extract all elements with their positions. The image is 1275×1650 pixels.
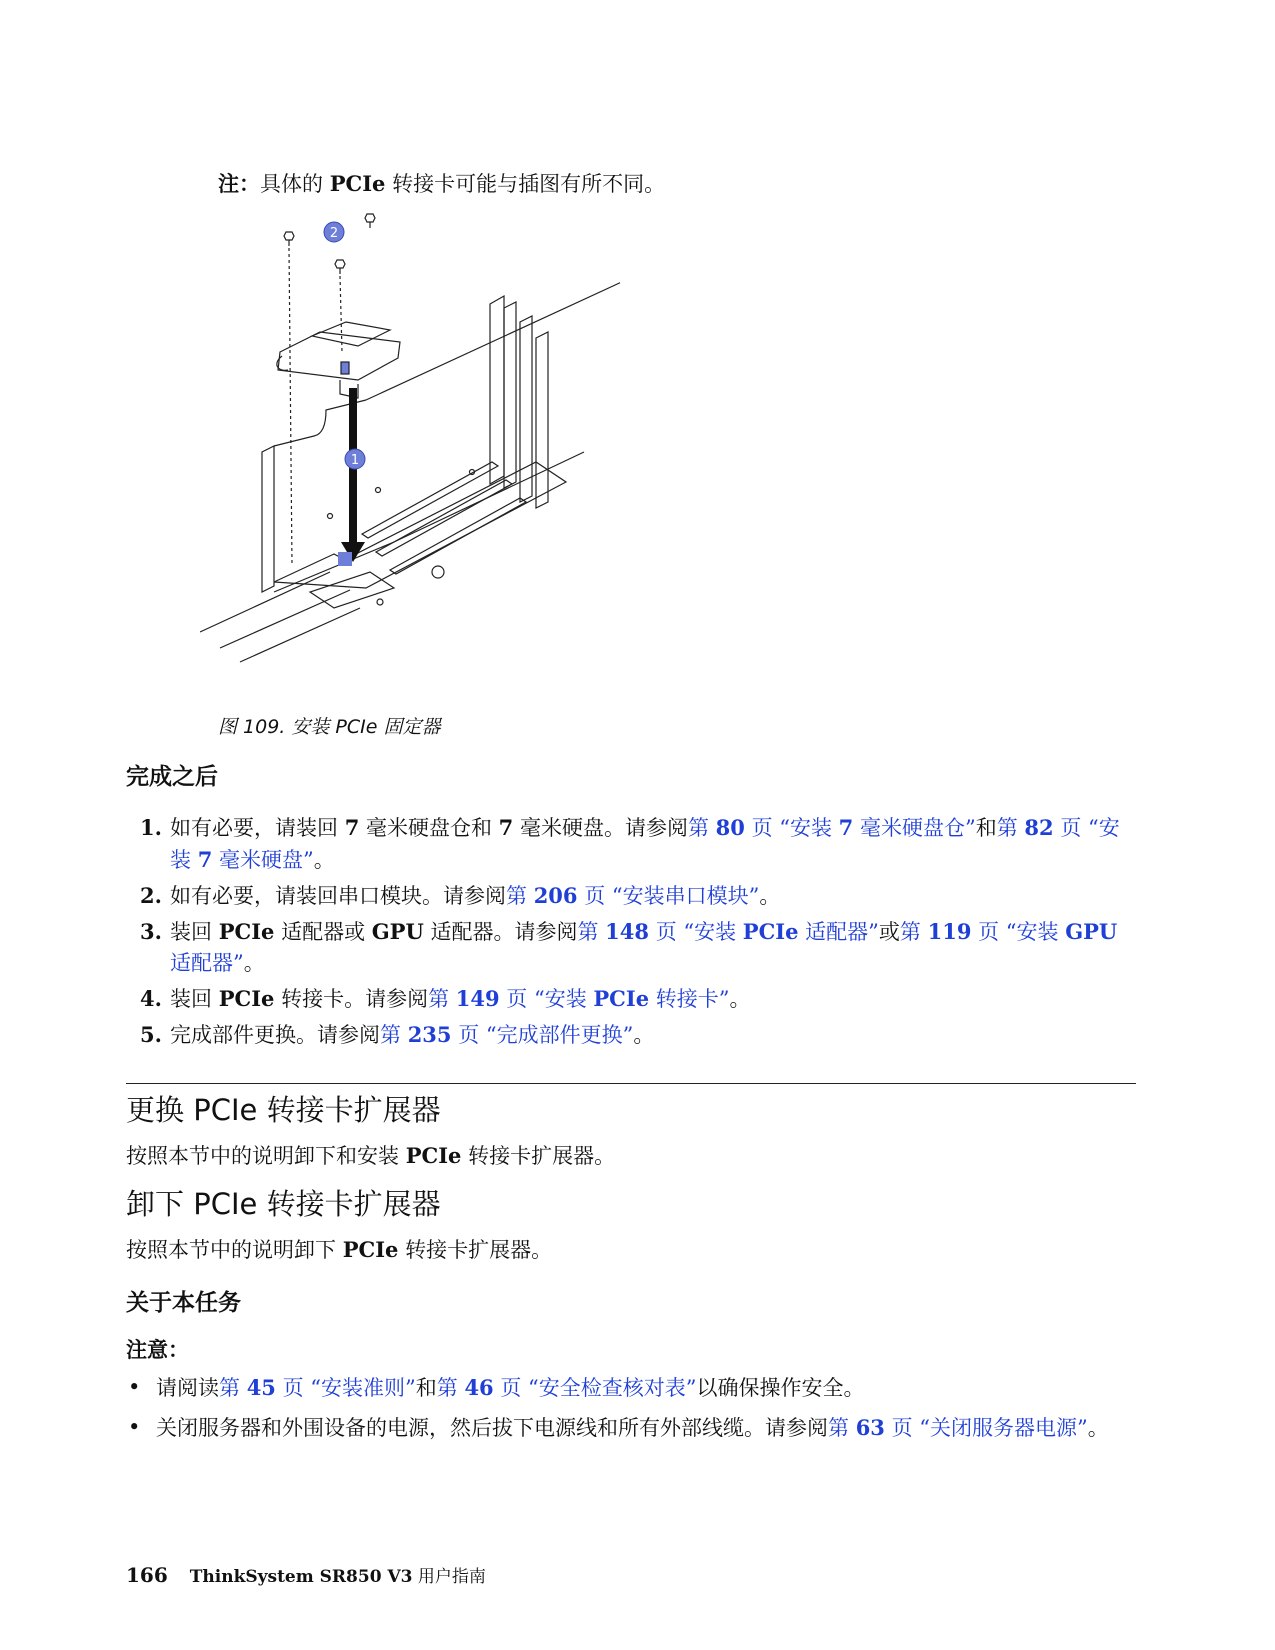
step-item [126, 812, 1136, 876]
cross-reference-link[interactable]: 转接卡” [649, 987, 730, 1011]
cross-reference-link[interactable]: 页 “安装准则” [275, 1376, 416, 1400]
figure-note [218, 168, 665, 198]
step-number: 2. [140, 883, 162, 908]
after-steps-list [126, 812, 1136, 1055]
bullet-icon: • [128, 1415, 141, 1439]
remove-intro-bold: PCIe [342, 1237, 399, 1262]
replace-intro-pre: 按照本节中的说明卸下和安装 [126, 1144, 406, 1168]
cross-reference-link[interactable]: 第 [687, 816, 716, 840]
screw-icon [335, 260, 345, 274]
cross-reference-link[interactable]: 46 [464, 1375, 494, 1400]
step-number: 4. [140, 986, 162, 1011]
step-number: 3. [140, 919, 162, 944]
section-divider [126, 1083, 1136, 1084]
cross-reference-link[interactable]: 第 [996, 816, 1025, 840]
replace-intro [126, 1140, 615, 1170]
remove-intro [126, 1234, 552, 1264]
cross-reference-link[interactable]: 适配器” [170, 951, 244, 975]
replace-intro-bold: PCIe [405, 1143, 462, 1168]
cross-reference-link[interactable]: 第 [577, 920, 606, 944]
step-number: 5. [140, 1022, 162, 1047]
cross-reference-link[interactable]: 82 [1024, 815, 1054, 840]
cross-reference-link[interactable]: 119 [927, 919, 972, 944]
replace-intro-post: 转接卡扩展器。 [461, 1144, 616, 1168]
cross-reference-link[interactable]: GPU [1065, 919, 1118, 944]
text-run: 和 [415, 1376, 437, 1400]
text-run: 。 [729, 987, 751, 1011]
cross-reference-link[interactable]: 63 [855, 1415, 885, 1440]
text-run: 。 [313, 848, 335, 872]
note-text-bold: PCIe [329, 171, 386, 196]
cross-reference-link[interactable]: 7 [838, 815, 854, 840]
step-item [126, 880, 1136, 912]
cross-reference-link[interactable]: 页 “安装串口模块” [577, 884, 760, 908]
page-footer [126, 1562, 486, 1587]
text-run: 关闭服务器和外围设备的电源，然后拔下电源线和所有外部线缆。请参阅 [156, 1416, 828, 1440]
note-text-pre: 具体的 [260, 172, 330, 196]
text-run: 7 [344, 815, 360, 840]
cross-reference-link[interactable]: 页 “安装 [499, 987, 594, 1011]
screw-icon [365, 214, 375, 228]
cross-reference-link[interactable]: 第 [380, 1023, 408, 1047]
remove-intro-post: 转接卡扩展器。 [398, 1238, 553, 1262]
cross-reference-link[interactable]: 页 “关闭服务器电源” [884, 1416, 1088, 1440]
cross-reference-link[interactable]: 第 [219, 1376, 247, 1400]
text-run: 。 [1087, 1416, 1109, 1440]
note-label: 注： [218, 171, 260, 196]
text-run: 或 [878, 920, 900, 944]
cross-reference-link[interactable]: PCIe [742, 919, 799, 944]
cross-reference-link[interactable]: 页 “安装 [971, 920, 1066, 944]
callout-1-icon [345, 449, 365, 469]
text-run: 如有必要，请装回串口模块。请参阅 [170, 884, 506, 908]
attention-label: 注意： [126, 1338, 189, 1362]
text-run: 和 [975, 816, 997, 840]
footer-product: ThinkSystem SR850 V3 [189, 1567, 413, 1587]
page-number: 166 [126, 1563, 168, 1587]
task-bullet-list [126, 1372, 1136, 1452]
replace-heading: 更换 PCIe 转接卡扩展器 [126, 1093, 441, 1127]
cross-reference-link[interactable]: 页 “完成部件更换” [451, 1023, 634, 1047]
cross-reference-link[interactable]: 第 [506, 884, 534, 908]
cross-reference-link[interactable]: 148 [605, 919, 650, 944]
down-arrow-icon [341, 388, 365, 562]
remove-heading: 卸下 PCIe 转接卡扩展器 [126, 1187, 441, 1221]
cross-reference-link[interactable]: 80 [715, 815, 745, 840]
cross-reference-link[interactable]: 毫米硬盘” [212, 848, 314, 872]
cross-reference-link[interactable]: 第 [436, 1376, 465, 1400]
cross-reference-link[interactable]: 第 [428, 987, 456, 1011]
bullet-item [126, 1412, 1136, 1444]
cross-reference-link[interactable]: 149 [455, 986, 500, 1011]
illustration-drawing [200, 212, 620, 682]
text-run: 装回 [170, 987, 219, 1011]
text-run: GPU [371, 919, 424, 944]
bullet-icon: • [128, 1375, 141, 1399]
cross-reference-link[interactable]: 第 [899, 920, 928, 944]
cross-reference-link[interactable]: 206 [533, 883, 578, 908]
pcie-retainer-illustration [200, 212, 620, 682]
text-run: 。 [759, 884, 781, 908]
cross-reference-link[interactable]: 45 [246, 1375, 276, 1400]
text-run: 适配器。请参阅 [423, 920, 578, 944]
cross-reference-link[interactable]: 毫米硬盘仓” [853, 816, 976, 840]
text-run: PCIe [218, 986, 275, 1011]
text-run: 完成部件更换。请参阅 [170, 1023, 380, 1047]
screw-icon [284, 232, 294, 246]
cross-reference-link[interactable]: 235 [407, 1022, 452, 1047]
cross-reference-link[interactable]: 页 “安装 [744, 816, 839, 840]
cross-reference-link[interactable]: 页 “安装 [170, 816, 1120, 872]
cross-reference-link[interactable]: PCIe [593, 986, 650, 1011]
text-run: 。 [633, 1023, 655, 1047]
text-run: 。 [243, 951, 265, 975]
cross-reference-link[interactable]: 7 [197, 847, 213, 872]
text-run: 装回 [170, 920, 219, 944]
text-run: 毫米硬盘。请参阅 [513, 816, 688, 840]
figure-caption: 图 109. 安装 PCIe 固定器 [218, 716, 441, 738]
text-run: 如有必要，请装回 [170, 816, 345, 840]
step-item [126, 916, 1136, 979]
text-run: 7 [498, 815, 514, 840]
after-heading: 完成之后 [126, 764, 218, 790]
remove-intro-pre: 按照本节中的说明卸下 [126, 1238, 343, 1262]
task-heading: 关于本任务 [126, 1290, 241, 1316]
text-run: 请阅读 [156, 1376, 219, 1400]
cross-reference-link[interactable]: 第 [828, 1416, 856, 1440]
footer-suffix: 用户指南 [412, 1567, 486, 1587]
callout-1-label: 1 [350, 453, 360, 468]
text-run: 适配器或 [274, 920, 372, 944]
text-run: PCIe [218, 919, 275, 944]
step-item [126, 1019, 1136, 1051]
note-text-post: 转接卡可能与插图有所不同。 [385, 172, 666, 196]
text-run: 转接卡。请参阅 [274, 987, 429, 1011]
text-run: 毫米硬盘仓和 [359, 816, 499, 840]
cross-reference-link[interactable]: 页 “安装 [649, 920, 743, 944]
cross-reference-link[interactable]: 页 “安全检查核对表” [493, 1376, 697, 1400]
cross-reference-link[interactable]: 适配器” [798, 920, 879, 944]
step-number: 1. [140, 815, 162, 840]
step-item [126, 983, 1136, 1015]
callout-2-icon [324, 222, 344, 242]
text-run: 以确保操作安全。 [696, 1376, 865, 1400]
bullet-item [126, 1372, 1136, 1404]
callout-2-label: 2 [329, 226, 339, 241]
